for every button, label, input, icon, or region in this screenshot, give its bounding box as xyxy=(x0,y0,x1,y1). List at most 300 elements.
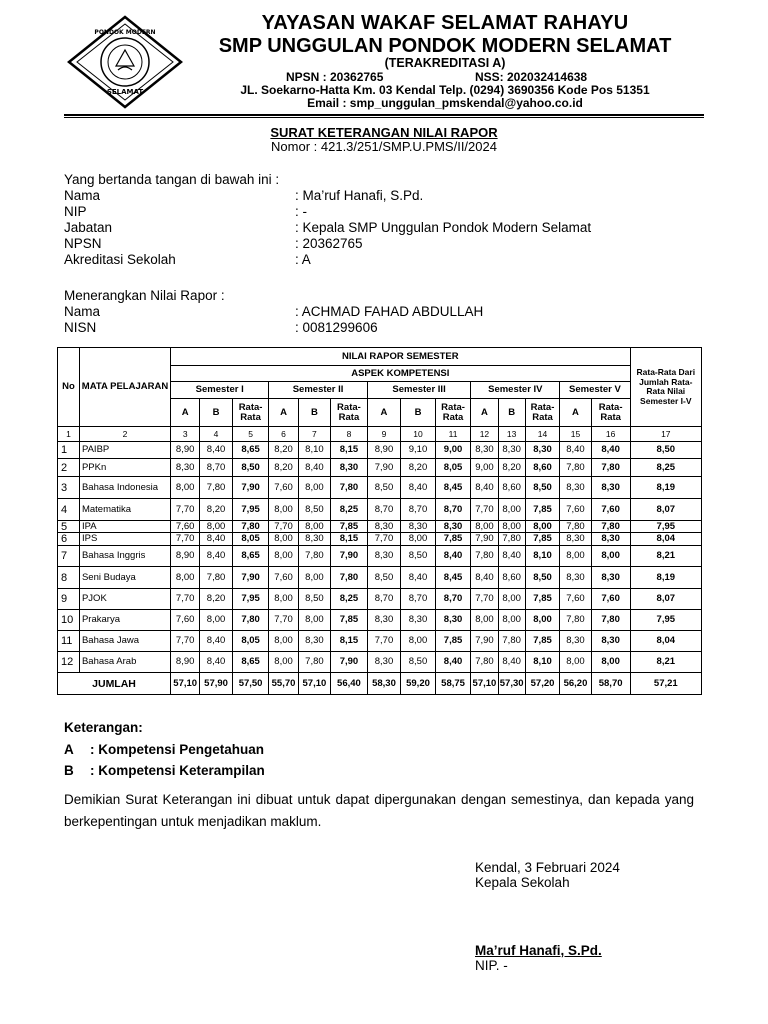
grade-cell: 7,80 xyxy=(560,521,591,533)
header-sub: B xyxy=(401,399,436,427)
grade-cell: 8,00 xyxy=(498,499,525,521)
grade-cell: 7,70 xyxy=(367,533,400,546)
grade-cell: 8,30 xyxy=(560,567,591,589)
grade-cell: 8,20 xyxy=(200,499,232,521)
row-number: 12 xyxy=(58,652,80,673)
grade-cell: 7,85 xyxy=(525,533,560,546)
total-cell: 56,40 xyxy=(331,673,368,695)
header-sub: A xyxy=(269,399,298,427)
svg-text:SELAMAT: SELAMAT xyxy=(106,88,144,96)
grade-cell: 8,50 xyxy=(401,652,436,673)
header-sub: B xyxy=(200,399,232,427)
column-number: 12 xyxy=(471,427,498,442)
grade-cell: 7,60 xyxy=(560,589,591,610)
grade-cell: 8,70 xyxy=(401,499,436,521)
grade-cell: 8,90 xyxy=(367,442,400,459)
subject-name: Matematika xyxy=(79,499,170,521)
grade-cell: 8,40 xyxy=(200,546,232,567)
header-nilai-rapor: NILAI RAPOR SEMESTER xyxy=(171,348,631,366)
grade-cell: 8,30 xyxy=(471,442,498,459)
grade-cell: 8,65 xyxy=(232,652,269,673)
total-cell: 57,20 xyxy=(525,673,560,695)
column-number: 16 xyxy=(591,427,630,442)
header-sub: B xyxy=(498,399,525,427)
grade-cell: 7,60 xyxy=(171,521,200,533)
grade-cell: 9,00 xyxy=(471,459,498,477)
grade-cell: 8,00 xyxy=(269,631,298,652)
table-row xyxy=(58,533,702,546)
header-divider-thin xyxy=(64,117,704,118)
grade-cell: 8,04 xyxy=(630,533,701,546)
grade-cell: 8,40 xyxy=(401,567,436,589)
grade-cell: 8,00 xyxy=(298,477,330,499)
grade-cell: 8,00 xyxy=(471,610,498,631)
grade-cell: 8,00 xyxy=(171,567,200,589)
grade-cell: 8,20 xyxy=(269,459,298,477)
grade-cell: 8,50 xyxy=(630,442,701,459)
column-number: 10 xyxy=(401,427,436,442)
grade-cell: 7,80 xyxy=(591,459,630,477)
notes-title: Keterangan: xyxy=(64,720,143,735)
grade-cell: 8,25 xyxy=(630,459,701,477)
subject-name: Prakarya xyxy=(79,610,170,631)
signer-intro: Yang bertanda tangan di bawah ini : xyxy=(64,172,280,187)
table-row xyxy=(58,459,702,477)
grade-cell: 7,60 xyxy=(171,610,200,631)
grade-cell: 7,70 xyxy=(171,631,200,652)
signer-value: : Kepala SMP Unggulan Pondok Modern Selamat xyxy=(295,220,592,235)
grade-cell: 7,90 xyxy=(471,631,498,652)
header-sub: B xyxy=(298,399,330,427)
grade-cell: 8,50 xyxy=(367,477,400,499)
column-number: 17 xyxy=(630,427,701,442)
table-row xyxy=(58,567,702,589)
grade-cell: 8,19 xyxy=(630,477,701,499)
grade-cell: 8,50 xyxy=(401,546,436,567)
notes-key: B xyxy=(64,763,74,778)
signer-label: Jabatan xyxy=(64,220,113,235)
grade-cell: 8,20 xyxy=(200,589,232,610)
grade-cell: 8,21 xyxy=(630,652,701,673)
grade-cell: 8,30 xyxy=(171,459,200,477)
grade-cell: 7,85 xyxy=(525,589,560,610)
grade-cell: 8,20 xyxy=(269,442,298,459)
grade-cell: 8,90 xyxy=(171,652,200,673)
grade-cell: 7,95 xyxy=(232,589,269,610)
nss: NSS: 202032414638 xyxy=(475,70,588,84)
signer-label: NIP xyxy=(64,204,87,219)
total-cell: 57,90 xyxy=(200,673,232,695)
grade-cell: 8,00 xyxy=(498,589,525,610)
column-number: 2 xyxy=(79,427,170,442)
subject-name: PJOK xyxy=(79,589,170,610)
grade-cell: 8,45 xyxy=(435,477,471,499)
grade-cell: 7,80 xyxy=(560,459,591,477)
header-rata-total: Rata-Rata Dari Jumlah Rata-Rata Nilai Semester I-V xyxy=(630,348,701,427)
svg-text:PONDOK MODERN: PONDOK MODERN xyxy=(94,29,156,36)
grade-cell: 8,00 xyxy=(269,546,298,567)
grade-cell: 8,40 xyxy=(200,533,232,546)
row-number: 11 xyxy=(58,631,80,652)
grade-cell: 8,50 xyxy=(367,567,400,589)
grade-cell: 8,00 xyxy=(269,589,298,610)
grade-cell: 8,07 xyxy=(630,499,701,521)
grade-cell: 7,90 xyxy=(331,546,368,567)
grade-cell: 8,40 xyxy=(560,442,591,459)
row-number: 2 xyxy=(58,459,80,477)
grade-cell: 8,21 xyxy=(630,546,701,567)
signer-position: Kepala Sekolah xyxy=(475,875,570,890)
email: Email : smp_unggulan_pmskendal@yahoo.co.id xyxy=(307,96,583,110)
grade-cell: 8,00 xyxy=(269,652,298,673)
header-aspek: ASPEK KOMPETENSI xyxy=(171,366,631,382)
column-number: 6 xyxy=(269,427,298,442)
header-sub: A xyxy=(171,399,200,427)
column-number: 15 xyxy=(560,427,591,442)
grade-cell: 7,95 xyxy=(630,521,701,533)
signer-value: : Ma’ruf Hanafi, S.Pd. xyxy=(295,188,424,203)
grade-cell: 8,50 xyxy=(525,567,560,589)
table-row xyxy=(58,499,702,521)
grade-cell: 7,85 xyxy=(331,610,368,631)
grade-cell: 7,80 xyxy=(591,521,630,533)
grade-cell: 7,60 xyxy=(591,499,630,521)
grade-cell: 7,80 xyxy=(200,567,232,589)
student-value: : 0081299606 xyxy=(295,320,378,335)
grade-cell: 7,90 xyxy=(471,533,498,546)
row-number: 8 xyxy=(58,567,80,589)
grade-cell: 8,00 xyxy=(471,521,498,533)
notes-text: : Kompetensi Pengetahuan xyxy=(90,742,265,757)
grade-cell: 7,90 xyxy=(367,459,400,477)
place-date: Kendal, 3 Februari 2024 xyxy=(475,860,620,875)
grade-cell: 8,40 xyxy=(435,652,471,673)
grade-cell: 8,15 xyxy=(331,533,368,546)
grade-cell: 8,40 xyxy=(401,477,436,499)
grade-cell: 7,80 xyxy=(298,652,330,673)
grade-cell: 8,00 xyxy=(401,631,436,652)
grade-cell: 8,00 xyxy=(498,610,525,631)
foundation-name: YAYASAN WAKAF SELAMAT RAHAYU xyxy=(261,12,629,34)
total-cell: 57,50 xyxy=(232,673,269,695)
signer-label: Nama xyxy=(64,188,101,203)
header-sub: Rata-Rata xyxy=(591,399,630,427)
grade-cell: 8,40 xyxy=(471,567,498,589)
grade-cell: 8,00 xyxy=(269,499,298,521)
grade-cell: 8,00 xyxy=(591,546,630,567)
grade-cell: 8,30 xyxy=(591,631,630,652)
grade-cell: 8,30 xyxy=(367,652,400,673)
grade-cell: 7,80 xyxy=(232,610,269,631)
header-divider xyxy=(64,114,704,116)
grade-cell: 7,80 xyxy=(232,521,269,533)
grade-cell: 8,70 xyxy=(435,589,471,610)
grade-cell: 8,30 xyxy=(591,533,630,546)
notes-key: A xyxy=(64,742,74,757)
grade-cell: 7,95 xyxy=(630,610,701,631)
address: JL. Soekarno-Hatta Km. 03 Kendal Telp. (0294) 3690356 Kode Pos 51351 xyxy=(240,83,650,97)
grade-cell: 8,00 xyxy=(298,610,330,631)
row-number: 6 xyxy=(58,533,80,546)
grade-cell: 7,80 xyxy=(498,533,525,546)
column-number: 3 xyxy=(171,427,200,442)
table-row xyxy=(58,546,702,567)
total-cell: 58,75 xyxy=(435,673,471,695)
total-cell: 58,30 xyxy=(367,673,400,695)
grade-cell: 8,70 xyxy=(367,589,400,610)
table-row xyxy=(58,631,702,652)
row-number: 1 xyxy=(58,442,80,459)
subject-name: Bahasa Indonesia xyxy=(79,477,170,499)
student-value: : ACHMAD FAHAD ABDULLAH xyxy=(295,304,484,319)
grade-cell: 8,00 xyxy=(525,521,560,533)
grade-cell: 7,80 xyxy=(200,477,232,499)
grade-cell: 8,00 xyxy=(298,521,330,533)
grade-cell: 8,40 xyxy=(200,442,232,459)
grade-cell: 8,19 xyxy=(630,567,701,589)
header-sub: A xyxy=(367,399,400,427)
grade-cell: 8,50 xyxy=(525,477,560,499)
grade-cell: 7,85 xyxy=(435,533,471,546)
row-number: 5 xyxy=(58,521,80,533)
grade-cell: 7,70 xyxy=(269,521,298,533)
grade-cell: 8,70 xyxy=(401,589,436,610)
grade-cell: 8,40 xyxy=(471,477,498,499)
grade-cell: 8,30 xyxy=(401,521,436,533)
grade-cell: 7,70 xyxy=(471,499,498,521)
signer-value: : 20362765 xyxy=(295,236,363,251)
grade-cell: 8,30 xyxy=(331,459,368,477)
total-cell: 57,21 xyxy=(630,673,701,695)
total-cell: 56,20 xyxy=(560,673,591,695)
row-number: 4 xyxy=(58,499,80,521)
grade-cell: 8,60 xyxy=(498,477,525,499)
grade-cell: 9,10 xyxy=(401,442,436,459)
grade-cell: 8,65 xyxy=(232,546,269,567)
grade-cell: 7,90 xyxy=(232,567,269,589)
subject-name: PAIBP xyxy=(79,442,170,459)
column-number: 5 xyxy=(232,427,269,442)
grade-cell: 8,10 xyxy=(525,652,560,673)
grade-cell: 8,30 xyxy=(560,631,591,652)
grade-cell: 8,45 xyxy=(435,567,471,589)
signer-value: : - xyxy=(295,204,307,219)
header-semester: Semester V xyxy=(560,382,630,399)
grade-cell: 7,70 xyxy=(471,589,498,610)
grade-cell: 8,25 xyxy=(331,589,368,610)
grade-cell: 8,05 xyxy=(435,459,471,477)
total-cell: 55,70 xyxy=(269,673,298,695)
grade-cell: 7,60 xyxy=(269,477,298,499)
row-number: 7 xyxy=(58,546,80,567)
total-cell: 57,10 xyxy=(298,673,330,695)
grade-cell: 8,70 xyxy=(435,499,471,521)
column-number: 1 xyxy=(58,427,80,442)
grade-cell: 7,60 xyxy=(560,499,591,521)
grade-cell: 7,95 xyxy=(232,499,269,521)
table-row xyxy=(58,589,702,610)
grade-cell: 7,80 xyxy=(498,631,525,652)
notes-text: : Kompetensi Keterampilan xyxy=(90,763,265,778)
total-label: JUMLAH xyxy=(58,673,171,695)
school-logo xyxy=(66,14,184,110)
table-row xyxy=(58,477,702,499)
grade-cell: 8,60 xyxy=(525,459,560,477)
header-sub: A xyxy=(471,399,498,427)
grade-cell: 7,60 xyxy=(269,567,298,589)
grade-cell: 8,30 xyxy=(435,521,471,533)
grade-cell: 8,50 xyxy=(232,459,269,477)
header-sub: Rata-Rata xyxy=(435,399,471,427)
column-number: 7 xyxy=(298,427,330,442)
grade-cell: 8,00 xyxy=(498,521,525,533)
subject-name: Bahasa Jawa xyxy=(79,631,170,652)
grade-cell: 8,04 xyxy=(630,631,701,652)
column-number: 9 xyxy=(367,427,400,442)
signer-nip: NIP. - xyxy=(475,958,508,973)
grade-cell: 8,40 xyxy=(200,631,232,652)
row-number: 9 xyxy=(58,589,80,610)
closing-paragraph: Demikian Surat Keterangan ini dibuat untuk dapat dipergunakan dengan semestinya, dan kepada yang berkepentingan untuk menjadikan maklum. xyxy=(64,792,694,829)
grade-cell: 8,05 xyxy=(232,533,269,546)
grade-cell: 8,30 xyxy=(298,533,330,546)
subject-name: Seni Budaya xyxy=(79,567,170,589)
grade-cell: 7,90 xyxy=(331,652,368,673)
grade-cell: 8,40 xyxy=(498,546,525,567)
column-number: 14 xyxy=(525,427,560,442)
grade-cell: 8,40 xyxy=(498,652,525,673)
grade-cell: 8,40 xyxy=(200,652,232,673)
table-row xyxy=(58,652,702,673)
grades-table xyxy=(57,347,702,695)
grade-cell: 8,15 xyxy=(331,442,368,459)
header-semester: Semester I xyxy=(171,382,269,399)
header-sub: Rata-Rata xyxy=(331,399,368,427)
header-sub: Rata-Rata xyxy=(525,399,560,427)
grade-cell: 8,20 xyxy=(401,459,436,477)
grade-cell: 8,00 xyxy=(560,546,591,567)
row-number: 10 xyxy=(58,610,80,631)
grade-cell: 8,00 xyxy=(269,533,298,546)
subject-name: IPA xyxy=(79,521,170,533)
grade-cell: 7,60 xyxy=(591,589,630,610)
school-name: SMP UNGGULAN PONDOK MODERN SELAMAT xyxy=(218,35,672,57)
total-cell: 57,10 xyxy=(171,673,200,695)
grade-cell: 7,80 xyxy=(331,567,368,589)
grade-cell: 8,15 xyxy=(331,631,368,652)
grade-cell: 7,70 xyxy=(171,589,200,610)
table-row xyxy=(58,521,702,533)
header-mapel: MATA PELAJARAN xyxy=(79,348,170,427)
grade-cell: 8,00 xyxy=(200,521,232,533)
grade-cell: 8,40 xyxy=(435,546,471,567)
header-semester: Semester II xyxy=(269,382,367,399)
grade-cell: 8,90 xyxy=(171,442,200,459)
grade-cell: 7,70 xyxy=(171,533,200,546)
grade-cell: 8,30 xyxy=(367,610,400,631)
header-no: No xyxy=(58,348,80,427)
grade-cell: 7,80 xyxy=(471,546,498,567)
grade-cell: 8,30 xyxy=(435,610,471,631)
total-cell: 59,20 xyxy=(401,673,436,695)
grade-cell: 8,30 xyxy=(498,442,525,459)
column-number: 8 xyxy=(331,427,368,442)
grade-cell: 9,00 xyxy=(435,442,471,459)
grade-cell: 7,80 xyxy=(298,546,330,567)
grade-cell: 8,60 xyxy=(498,567,525,589)
header-sub: Rata-Rata xyxy=(232,399,269,427)
grade-cell: 7,70 xyxy=(367,631,400,652)
column-number: 13 xyxy=(498,427,525,442)
subject-name: Bahasa Arab xyxy=(79,652,170,673)
document-number: Nomor : 421.3/251/SMP.U.PMS/II/2024 xyxy=(271,139,497,154)
header-semester: Semester III xyxy=(367,382,471,399)
grade-cell: 8,40 xyxy=(298,459,330,477)
grade-cell: 8,00 xyxy=(591,652,630,673)
grade-cell: 8,30 xyxy=(591,567,630,589)
grade-cell: 8,40 xyxy=(591,442,630,459)
grade-cell: 8,50 xyxy=(298,589,330,610)
subject-name: PPKn xyxy=(79,459,170,477)
grade-cell: 7,80 xyxy=(471,652,498,673)
grade-cell: 7,70 xyxy=(171,499,200,521)
grade-cell: 8,00 xyxy=(298,567,330,589)
grade-cell: 8,30 xyxy=(401,610,436,631)
table-row xyxy=(58,442,702,459)
grade-cell: 8,50 xyxy=(298,499,330,521)
grade-cell: 7,85 xyxy=(525,499,560,521)
student-intro: Menerangkan Nilai Rapor : xyxy=(64,288,225,303)
grade-cell: 8,30 xyxy=(560,533,591,546)
grade-cell: 7,85 xyxy=(525,631,560,652)
grade-cell: 8,70 xyxy=(367,499,400,521)
grade-cell: 7,85 xyxy=(331,521,368,533)
total-cell: 57,30 xyxy=(498,673,525,695)
column-number: 4 xyxy=(200,427,232,442)
npsn: NPSN : 20362765 xyxy=(286,70,384,84)
grade-cell: 8,10 xyxy=(298,442,330,459)
signer-name: Ma’ruf Hanafi, S.Pd. xyxy=(475,943,602,958)
document-title: SURAT KETERANGAN NILAI RAPOR xyxy=(270,125,498,140)
grade-cell: 7,80 xyxy=(560,610,591,631)
grade-cell: 8,30 xyxy=(560,477,591,499)
student-label: NISN xyxy=(64,320,97,335)
signer-label: NPSN xyxy=(64,236,102,251)
subject-name: Bahasa Inggris xyxy=(79,546,170,567)
grade-cell: 8,30 xyxy=(367,546,400,567)
grade-cell: 8,00 xyxy=(171,477,200,499)
grade-cell: 8,70 xyxy=(200,459,232,477)
column-number: 11 xyxy=(435,427,471,442)
grade-cell: 7,85 xyxy=(435,631,471,652)
table-row xyxy=(58,610,702,631)
signer-label: Akreditasi Sekolah xyxy=(64,252,176,267)
grade-cell: 7,80 xyxy=(331,477,368,499)
total-cell: 57,10 xyxy=(471,673,498,695)
grade-cell: 8,25 xyxy=(331,499,368,521)
grade-cell: 8,00 xyxy=(401,533,436,546)
grade-cell: 7,90 xyxy=(232,477,269,499)
accreditation: (TERAKREDITASI A) xyxy=(384,56,506,70)
grade-cell: 8,30 xyxy=(367,521,400,533)
total-cell: 58,70 xyxy=(591,673,630,695)
grade-cell: 8,10 xyxy=(525,546,560,567)
grade-cell: 8,07 xyxy=(630,589,701,610)
grade-cell: 8,00 xyxy=(525,610,560,631)
grade-cell: 8,30 xyxy=(525,442,560,459)
grade-cell: 8,20 xyxy=(498,459,525,477)
grade-cell: 8,65 xyxy=(232,442,269,459)
